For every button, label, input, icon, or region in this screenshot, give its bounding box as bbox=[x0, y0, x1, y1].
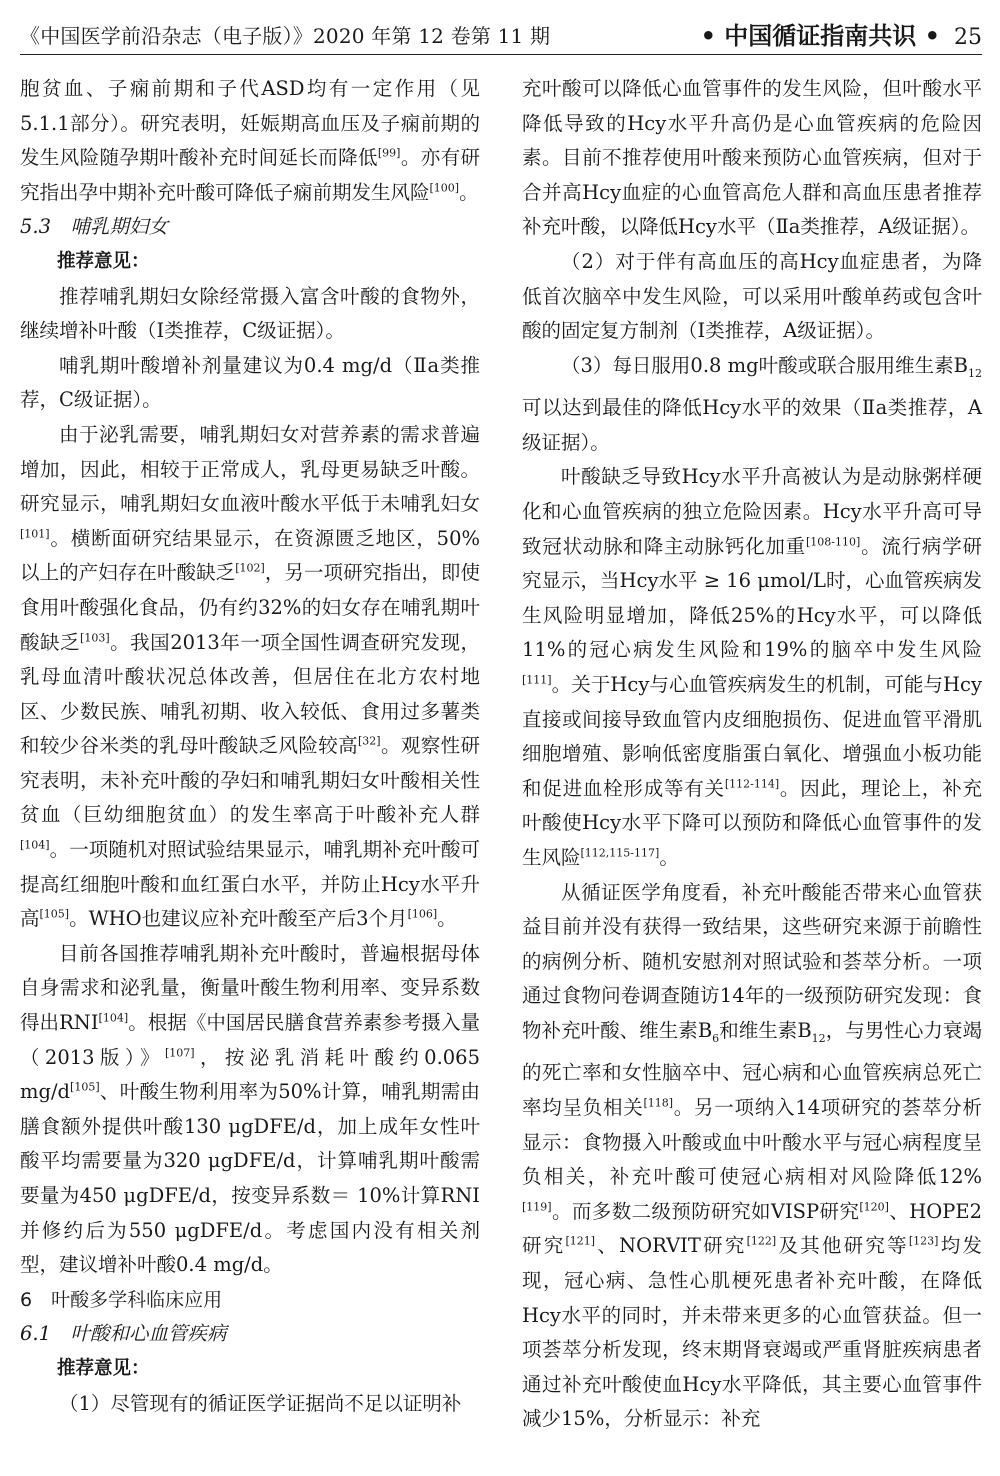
recommendation-label: 推荐意见： bbox=[57, 1357, 150, 1379]
paragraph: 胞贫血、子痫前期和子代ASD均有一定作用（见5.1.1部分）。研究表明，妊娠期高血压及子痫前期的发生风险随孕期叶酸补充时间延长而降低[99]。亦有研究指出孕中期补充叶酸可降低子痫前期发生风险[100]。 bbox=[20, 77, 480, 204]
paragraph: 推荐哺乳期妇女除经常摄入富含叶酸的食物外，继续增补叶酸（Ⅰ类推荐，C级证据）。 bbox=[20, 284, 480, 343]
left-column bbox=[20, 72, 480, 1421]
page-header bbox=[20, 14, 982, 54]
subsection-heading: 5.3 哺乳期妇女 bbox=[20, 215, 169, 239]
paragraph: 哺乳期叶酸增补剂量建议为0.4 mg/d（Ⅱa类推荐，C级证据）。 bbox=[20, 353, 480, 412]
paragraph: 目前各国推荐哺乳期补充叶酸时，普遍根据母体自身需求和泌乳量，衡量叶酸生物利用率、变异系数得出RNI[104]。根据《中国居民膳食营养素参考摄入量（2013版）》[107]，按泌乳消耗叶酸约0.065 mg/d[105]、叶酸生物利用率为50%计算，哺乳期需由膳食额外提供叶酸130 μgDFE/d，加上成年女性叶酸平均需要量为320 μgDFE/d，计算哺乳期叶酸需要量为450 μgDFE/d，按变异系数＝ 10%计算RNI并修约后为550 μgDFE/d。考虑国内没有相关剂型，建议增补叶酸0.4 mg/d。 bbox=[20, 941, 480, 1277]
paragraph: 叶酸缺乏导致Hcy水平升高被认为是动脉粥样硬化和心血管疾病的独立危险因素。Hcy水平升高可导致冠状动脉和降主动脉钙化加重[108-110]。流行病学研究显示，当Hcy水平 ≥ 16 μmol/L时，心血管疾病发生风险明显增加，降低25%的Hcy水平，可以降低11%的冠心病发生风险和19%的脑卒中发生风险[111]。关于Hcy与心血管疾病发生的机制，可能与Hcy直接或间接导致血管内皮细胞损伤、促进血管平滑肌细胞增殖、影响低密度脂蛋白氧化、增强血小板功能和促进血栓形成等有关[112-114]。因此，理论上，补充叶酸使Hcy水平下降可以预防和降低心血管事件的发生风险[112,115-117]。 bbox=[522, 465, 982, 869]
right-column bbox=[522, 72, 982, 1437]
journal-title: 《中国医学前沿杂志（电子版）》2020 年第 12 卷第 11 期 bbox=[20, 24, 551, 48]
page-number: 25 bbox=[954, 25, 982, 50]
paragraph: 充叶酸可以降低心血管事件的发生风险，但叶酸水平降低导致的Hcy水平升高仍是心血管疾病的危险因素。目前不推荐使用叶酸来预防心血管疾病，但对于合并高Hcy血症的心血管高危人群和高血压患者推荐补充叶酸，以降低Hcy水平（Ⅱa类推荐，A级证据）。 bbox=[522, 77, 982, 239]
paragraph: 从循证医学角度看，补充叶酸能否带来心血管获益目前并没有获得一致结果，这些研究来源于前瞻性的病例分析、随机安慰剂对照试验和荟萃分析。一项通过食物问卷调查随访14年的一级预防研究发现：食物补充叶酸、维生素$B_6$和维生素$B_{12}$，与男性心力衰竭的死亡率和女性脑卒中、冠心病和心血管疾病总死亡率均呈负相关[118]。另一项纳入14项研究的荟萃分析显示：食物摄入叶酸或血中叶酸水平与冠心病程度呈负相关，补充叶酸可使冠心病相对风险降低12%[119]。而多数二级预防研究如VISP研究[120]、HOPE2研究[121]、NORVIT研究[122]及其他研究等[123]均发现，冠心病、急性心肌梗死患者补充叶酸，在降低Hcy水平的同时，并未带来更多的心血管获益。但一项荟萃分析发现，终末期肾衰竭或严重肾脏疾病患者通过补充叶酸使血Hcy水平降低，其主要心血管事件减少15%，分析显示：补充 bbox=[522, 880, 982, 1431]
subsection-heading: 6.1 叶酸和心血管疾病 bbox=[20, 1322, 227, 1346]
paragraph: （2）对于伴有高血压的高Hcy血症患者，为降低首次脑卒中发生风险，可以采用叶酸单药或包含叶酸的固定复方制剂（Ⅰ类推荐，A级证据）。 bbox=[522, 249, 982, 343]
paragraph: （1）尽管现有的循证医学证据尚不足以证明补 bbox=[59, 1391, 462, 1415]
paragraph: 由于泌乳需要，哺乳期妇女对营养素的需求普遍增加，因此，相较于正常成人，乳母更易缺乏叶酸。研究显示，哺乳期妇女血液叶酸水平低于未哺乳妇女[101]。横断面研究结果显示，在资源匮乏地区，50%以上的产妇存在叶酸缺乏[102]，另一项研究指出，即使食用叶酸强化食品，仍有约32%的妇女存在哺乳期叶酸缺乏[103]。我国2013年一项全国性调查研究发现，乳母血清叶酸状况总体改善，但居住在北方农村地区、少数民族、哺乳初期、收入较低、食用过多薯类和较少谷米类的乳母叶酸缺乏风险较高[32]。观察性研究表明，未补充叶酸的孕妇和哺乳期妇女叶酸相关性贫血（巨幼细胞贫血）的发生率高于叶酸补充人群[104]。一项随机对照试验结果显示，哺乳期补充叶酸可提高红细胞叶酸和血红蛋白水平，并防止Hcy水平升高[105]。WHO也建议应补充叶酸至产后3个月[106]。 bbox=[20, 422, 480, 931]
section-label bbox=[701, 16, 982, 51]
recommendation-label: 推荐意见： bbox=[57, 250, 150, 272]
header-rule bbox=[20, 54, 982, 55]
section-heading: 6 叶酸多学科临床应用 bbox=[20, 1288, 223, 1311]
section-name: • 中国循证指南共识 • bbox=[700, 22, 940, 50]
paragraph: （3）每日服用0.8 mg叶酸或联合服用维生素$B_{12}$可以达到最佳的降低Hcy水平的效果（Ⅱa类推荐，A级证据）。 bbox=[522, 353, 982, 454]
